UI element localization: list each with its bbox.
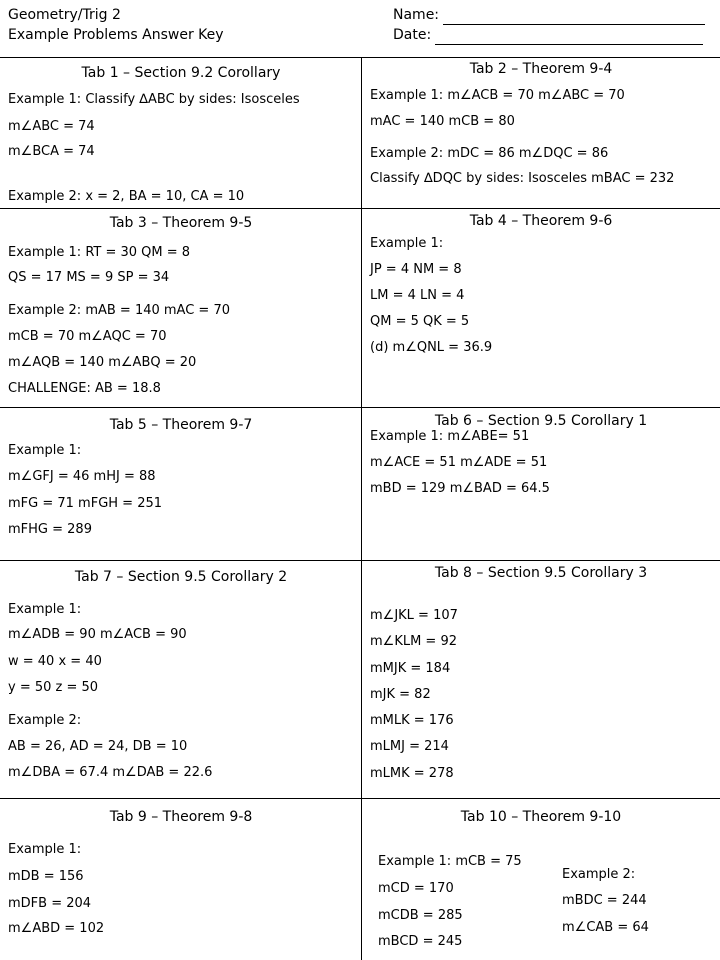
grid-divider: [361, 57, 362, 960]
tab-9-line: Example 1:: [8, 842, 82, 857]
tab-7-line: Example 1:: [8, 602, 82, 617]
tab-8-line: mLMK = 278: [370, 766, 454, 781]
tab-4-title: Tab 4 – Theorem 9-6: [469, 213, 613, 229]
grid-line: [0, 798, 720, 799]
tab-10-line: mBDC = 244: [562, 893, 647, 908]
tab-5-line: mFHG = 289: [8, 522, 92, 537]
header-left: [8, 5, 224, 45]
tab-3-line: CHALLENGE: AB = 18.8: [8, 381, 161, 396]
tab-7-line: m∠DBA = 67.4 m∠DAB = 22.6: [8, 765, 213, 780]
grid-line: [0, 208, 720, 209]
tab-10-line: Example 1: mCB = 75: [378, 854, 522, 869]
tab-9-line: mDB = 156: [8, 869, 84, 884]
tab-5-line: m∠GFJ = 46 mHJ = 88: [8, 469, 156, 484]
grid-line: [0, 57, 720, 58]
tab-8-line: m∠KLM = 92: [370, 634, 458, 649]
tab-3-line: Example 2: mAB = 140 mAC = 70: [8, 303, 230, 318]
tab-3-line: QS = 17 MS = 9 SP = 34: [8, 270, 170, 285]
tab-7-title: Tab 7 – Section 9.5 Corollary 2: [74, 569, 288, 585]
tab-7-line: Example 2:: [8, 713, 82, 728]
tab-5-title: Tab 5 – Theorem 9-7: [109, 417, 253, 433]
name-line: [393, 5, 705, 25]
tab-6-line: Example 1: m∠ABE= 51: [370, 429, 530, 444]
tab-6-title: Tab 6 – Section 9.5 Corollary 1: [434, 413, 648, 429]
tab-3-line: m∠AQB = 140 m∠ABQ = 20: [8, 355, 197, 370]
course-title: Geometry/Trig 2: [8, 7, 121, 23]
name-label: Name:: [393, 7, 440, 23]
tab-10-line: mBCD = 245: [378, 934, 463, 949]
tab-7-line: m∠ADB = 90 m∠ACB = 90: [8, 627, 187, 642]
tab-7-line: y = 50 z = 50: [8, 680, 99, 695]
tab-3-line: Example 1: RT = 30 QM = 8: [8, 245, 191, 260]
tab-2-line: Example 2: mDC = 86 m∠DQC = 86: [370, 146, 609, 161]
grid-line: [0, 560, 720, 561]
tab-9-line: m∠ABD = 102: [8, 921, 105, 936]
tab-2-line: mAC = 140 mCB = 80: [370, 114, 515, 129]
tab-2-line: Classify ∆DQC by sides: Isosceles mBAC = 232: [370, 171, 675, 186]
tab-7-line: w = 40 x = 40: [8, 654, 102, 669]
tab-5-line: Example 1:: [8, 443, 82, 458]
tab-8-title: Tab 8 – Section 9.5 Corollary 3: [434, 565, 648, 581]
tab-1-line: Example 1: Classify ∆ABC by sides: Isosceles: [8, 92, 300, 107]
header-right: [393, 5, 705, 45]
tab-8-line: mMLK = 176: [370, 713, 454, 728]
page-subtitle: Example Problems Answer Key: [8, 27, 224, 43]
date-line: [393, 25, 705, 45]
tab-2-line: Example 1: m∠ACB = 70 m∠ABC = 70: [370, 88, 625, 103]
date-label: Date:: [393, 27, 432, 43]
tab-8-line: mJK = 82: [370, 687, 431, 702]
tab-9-line: mDFB = 204: [8, 896, 92, 911]
tab-4-line: Example 1:: [370, 236, 444, 251]
tab-6-line: m∠ACE = 51 m∠ADE = 51: [370, 455, 548, 470]
tab-1-line: Example 2: x = 2, BA = 10, CA = 10: [8, 189, 245, 204]
tab-10-line: mCD = 170: [378, 881, 454, 896]
tab-3-line: mCB = 70 m∠AQC = 70: [8, 329, 167, 344]
tab-10-line: m∠CAB = 64: [562, 920, 649, 935]
tab-4-line: (d) m∠QNL = 36.9: [370, 340, 493, 355]
tab-8-line: m∠JKL = 107: [370, 608, 458, 623]
tab-6-line: mBD = 129 m∠BAD = 64.5: [370, 481, 550, 496]
answer-key-grid: [0, 57, 720, 960]
tab-8-line: mMJK = 184: [370, 661, 451, 676]
tab-1-line: m∠BCA = 74: [8, 144, 95, 159]
date-blank[interactable]: [435, 29, 703, 45]
tab-4-line: LM = 4 LN = 4: [370, 288, 465, 303]
tab-1-title: Tab 1 – Section 9.2 Corollary: [81, 65, 281, 81]
tab-9-title: Tab 9 – Theorem 9-8: [109, 809, 253, 825]
tab-4-line: QM = 5 QK = 5: [370, 314, 470, 329]
tab-10-line: mCDB = 285: [378, 908, 463, 923]
tab-1-line: m∠ABC = 74: [8, 119, 95, 134]
tab-8-line: mLMJ = 214: [370, 739, 449, 754]
tab-7-line: AB = 26, AD = 24, DB = 10: [8, 739, 188, 754]
tab-4-line: JP = 4 NM = 8: [370, 262, 462, 277]
grid-line: [0, 407, 720, 408]
name-blank[interactable]: [443, 9, 705, 25]
tab-2-title: Tab 2 – Theorem 9-4: [469, 61, 613, 77]
tab-10-title: Tab 10 – Theorem 9-10: [460, 809, 622, 825]
tab-3-title: Tab 3 – Theorem 9-5: [109, 215, 253, 231]
tab-5-line: mFG = 71 mFGH = 251: [8, 496, 163, 511]
tab-10-line: Example 2:: [562, 867, 636, 882]
